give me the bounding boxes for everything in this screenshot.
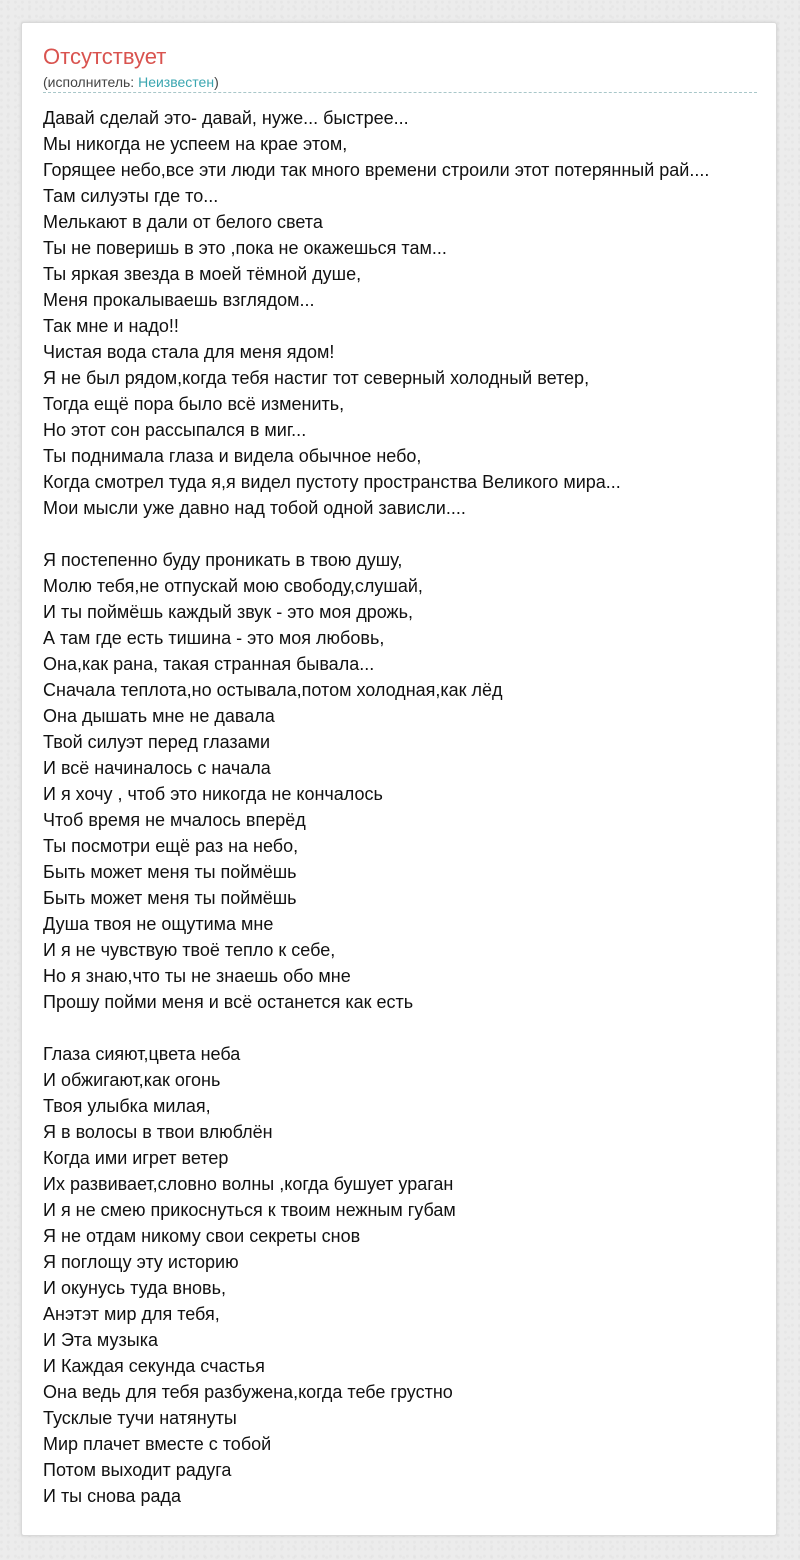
lyric-line: И всё начиналось с начала bbox=[43, 758, 271, 778]
lyric-line: И Эта музыка bbox=[43, 1330, 158, 1350]
lyric-line: И ты снова рада bbox=[43, 1486, 181, 1506]
lyric-line: И я хочу , чтоб это никогда не кончалось bbox=[43, 784, 383, 804]
lyric-line: Чистая вода стала для меня ядом! bbox=[43, 342, 335, 362]
lyric-line: Я не отдам никому свои секреты снов bbox=[43, 1226, 361, 1246]
lyric-line: Мир плачет вместе с тобой bbox=[43, 1434, 272, 1454]
stanza-break bbox=[43, 1015, 783, 1041]
lyric-line: Сначала теплота,но остывала,потом холодная,как лёд bbox=[43, 680, 503, 700]
lyric-line: Прошу пойми меня и всё останется как есть bbox=[43, 992, 414, 1012]
lyric-line: Быть может меня ты поймёшь bbox=[43, 888, 297, 908]
lyric-line: Быть может меня ты поймёшь bbox=[43, 862, 297, 882]
lyric-line: Я поглощу эту историю bbox=[43, 1252, 239, 1272]
lyric-line: Я постепенно буду проникать в твою душу, bbox=[43, 550, 403, 570]
lyric-line: Ты поднимала глаза и видела обычное небо, bbox=[43, 446, 422, 466]
lyric-line: Ты яркая звезда в моей тёмной душе, bbox=[43, 264, 362, 284]
lyric-line: Давай сделай это- давай, нуже... быстрее... bbox=[43, 108, 409, 128]
lyric-line: А там где есть тишина - это моя любовь, bbox=[43, 628, 385, 648]
lyric-line: Но этот сон рассыпался в миг... bbox=[43, 420, 307, 440]
lyric-line: Мелькают в дали от белого света bbox=[43, 212, 323, 232]
lyric-line: И обжигают,как огонь bbox=[43, 1070, 221, 1090]
lyric-line: Твоя улыбка милая, bbox=[43, 1096, 211, 1116]
lyric-line: Так мне и надо!! bbox=[43, 316, 179, 336]
lyric-line: И Каждая секунда счастья bbox=[43, 1356, 265, 1376]
lyric-line: Я не был рядом,когда тебя настиг тот северный холодный ветер, bbox=[43, 368, 590, 388]
lyric-line: И ты поймёшь каждый звук - это моя дрожь, bbox=[43, 602, 413, 622]
lyric-line: Анэтэт мир для тебя, bbox=[43, 1304, 220, 1324]
artist-suffix: ) bbox=[214, 74, 219, 90]
lyric-line: И я не смею прикоснуться к твоим нежным губам bbox=[43, 1200, 456, 1220]
lyrics-text bbox=[43, 105, 783, 1509]
lyric-line: И окунусь туда вновь, bbox=[43, 1278, 226, 1298]
lyric-line: Она,как рана, такая странная бывала... bbox=[43, 654, 375, 674]
lyric-line: Мы никогда не успеем на крае этом, bbox=[43, 134, 348, 154]
lyric-line: Ты не поверишь в это ,пока не окажешься там... bbox=[43, 238, 447, 258]
lyric-line: Тусклые тучи натянуты bbox=[43, 1408, 237, 1428]
artist-link[interactable]: Неизвестен bbox=[138, 74, 215, 90]
lyric-line: Горящее небо,все эти люди так много времени строили этот потерянный рай.... bbox=[43, 160, 710, 180]
lyric-line: Меня прокалываешь взглядом... bbox=[43, 290, 315, 310]
lyric-line: Их развивает,словно волны ,когда бушует ураган bbox=[43, 1174, 454, 1194]
lyric-line: Там силуэты где то... bbox=[43, 186, 219, 206]
lyric-line: Потом выходит радуга bbox=[43, 1460, 232, 1480]
lyric-line: И я не чувствую твоё тепло к себе, bbox=[43, 940, 336, 960]
lyric-line: Глаза сияют,цвета неба bbox=[43, 1044, 241, 1064]
lyric-line: Я в волосы в твои влюблён bbox=[43, 1122, 273, 1142]
lyric-line: Душа твоя не ощутима мне bbox=[43, 914, 274, 934]
artist-line bbox=[43, 73, 757, 93]
lyric-line: Тогда ещё пора было всё изменить, bbox=[43, 394, 345, 414]
lyrics-card bbox=[21, 22, 777, 1536]
lyric-line: Чтоб время не мчалось вперёд bbox=[43, 810, 306, 830]
lyric-line: Когда смотрел туда я,я видел пустоту пространства Великого мира... bbox=[43, 472, 621, 492]
lyric-line: Когда ими игрет ветер bbox=[43, 1148, 229, 1168]
stanza-break bbox=[43, 521, 783, 547]
lyric-line: Ты посмотри ещё раз на небо, bbox=[43, 836, 299, 856]
lyric-line: Она дышать мне не давала bbox=[43, 706, 275, 726]
lyric-line: Твой силуэт перед глазами bbox=[43, 732, 271, 752]
artist-prefix: (исполнитель: bbox=[43, 74, 139, 90]
lyric-line: Она ведь для тебя разбужена,когда тебе грустно bbox=[43, 1382, 453, 1402]
lyric-line: Молю тебя,не отпускай мою свободу,слушай, bbox=[43, 576, 423, 596]
lyric-line: Но я знаю,что ты не знаешь обо мне bbox=[43, 966, 351, 986]
song-title: Отсутствует bbox=[43, 44, 167, 69]
lyric-line: Мои мысли уже давно над тобой одной зависли.... bbox=[43, 498, 466, 518]
